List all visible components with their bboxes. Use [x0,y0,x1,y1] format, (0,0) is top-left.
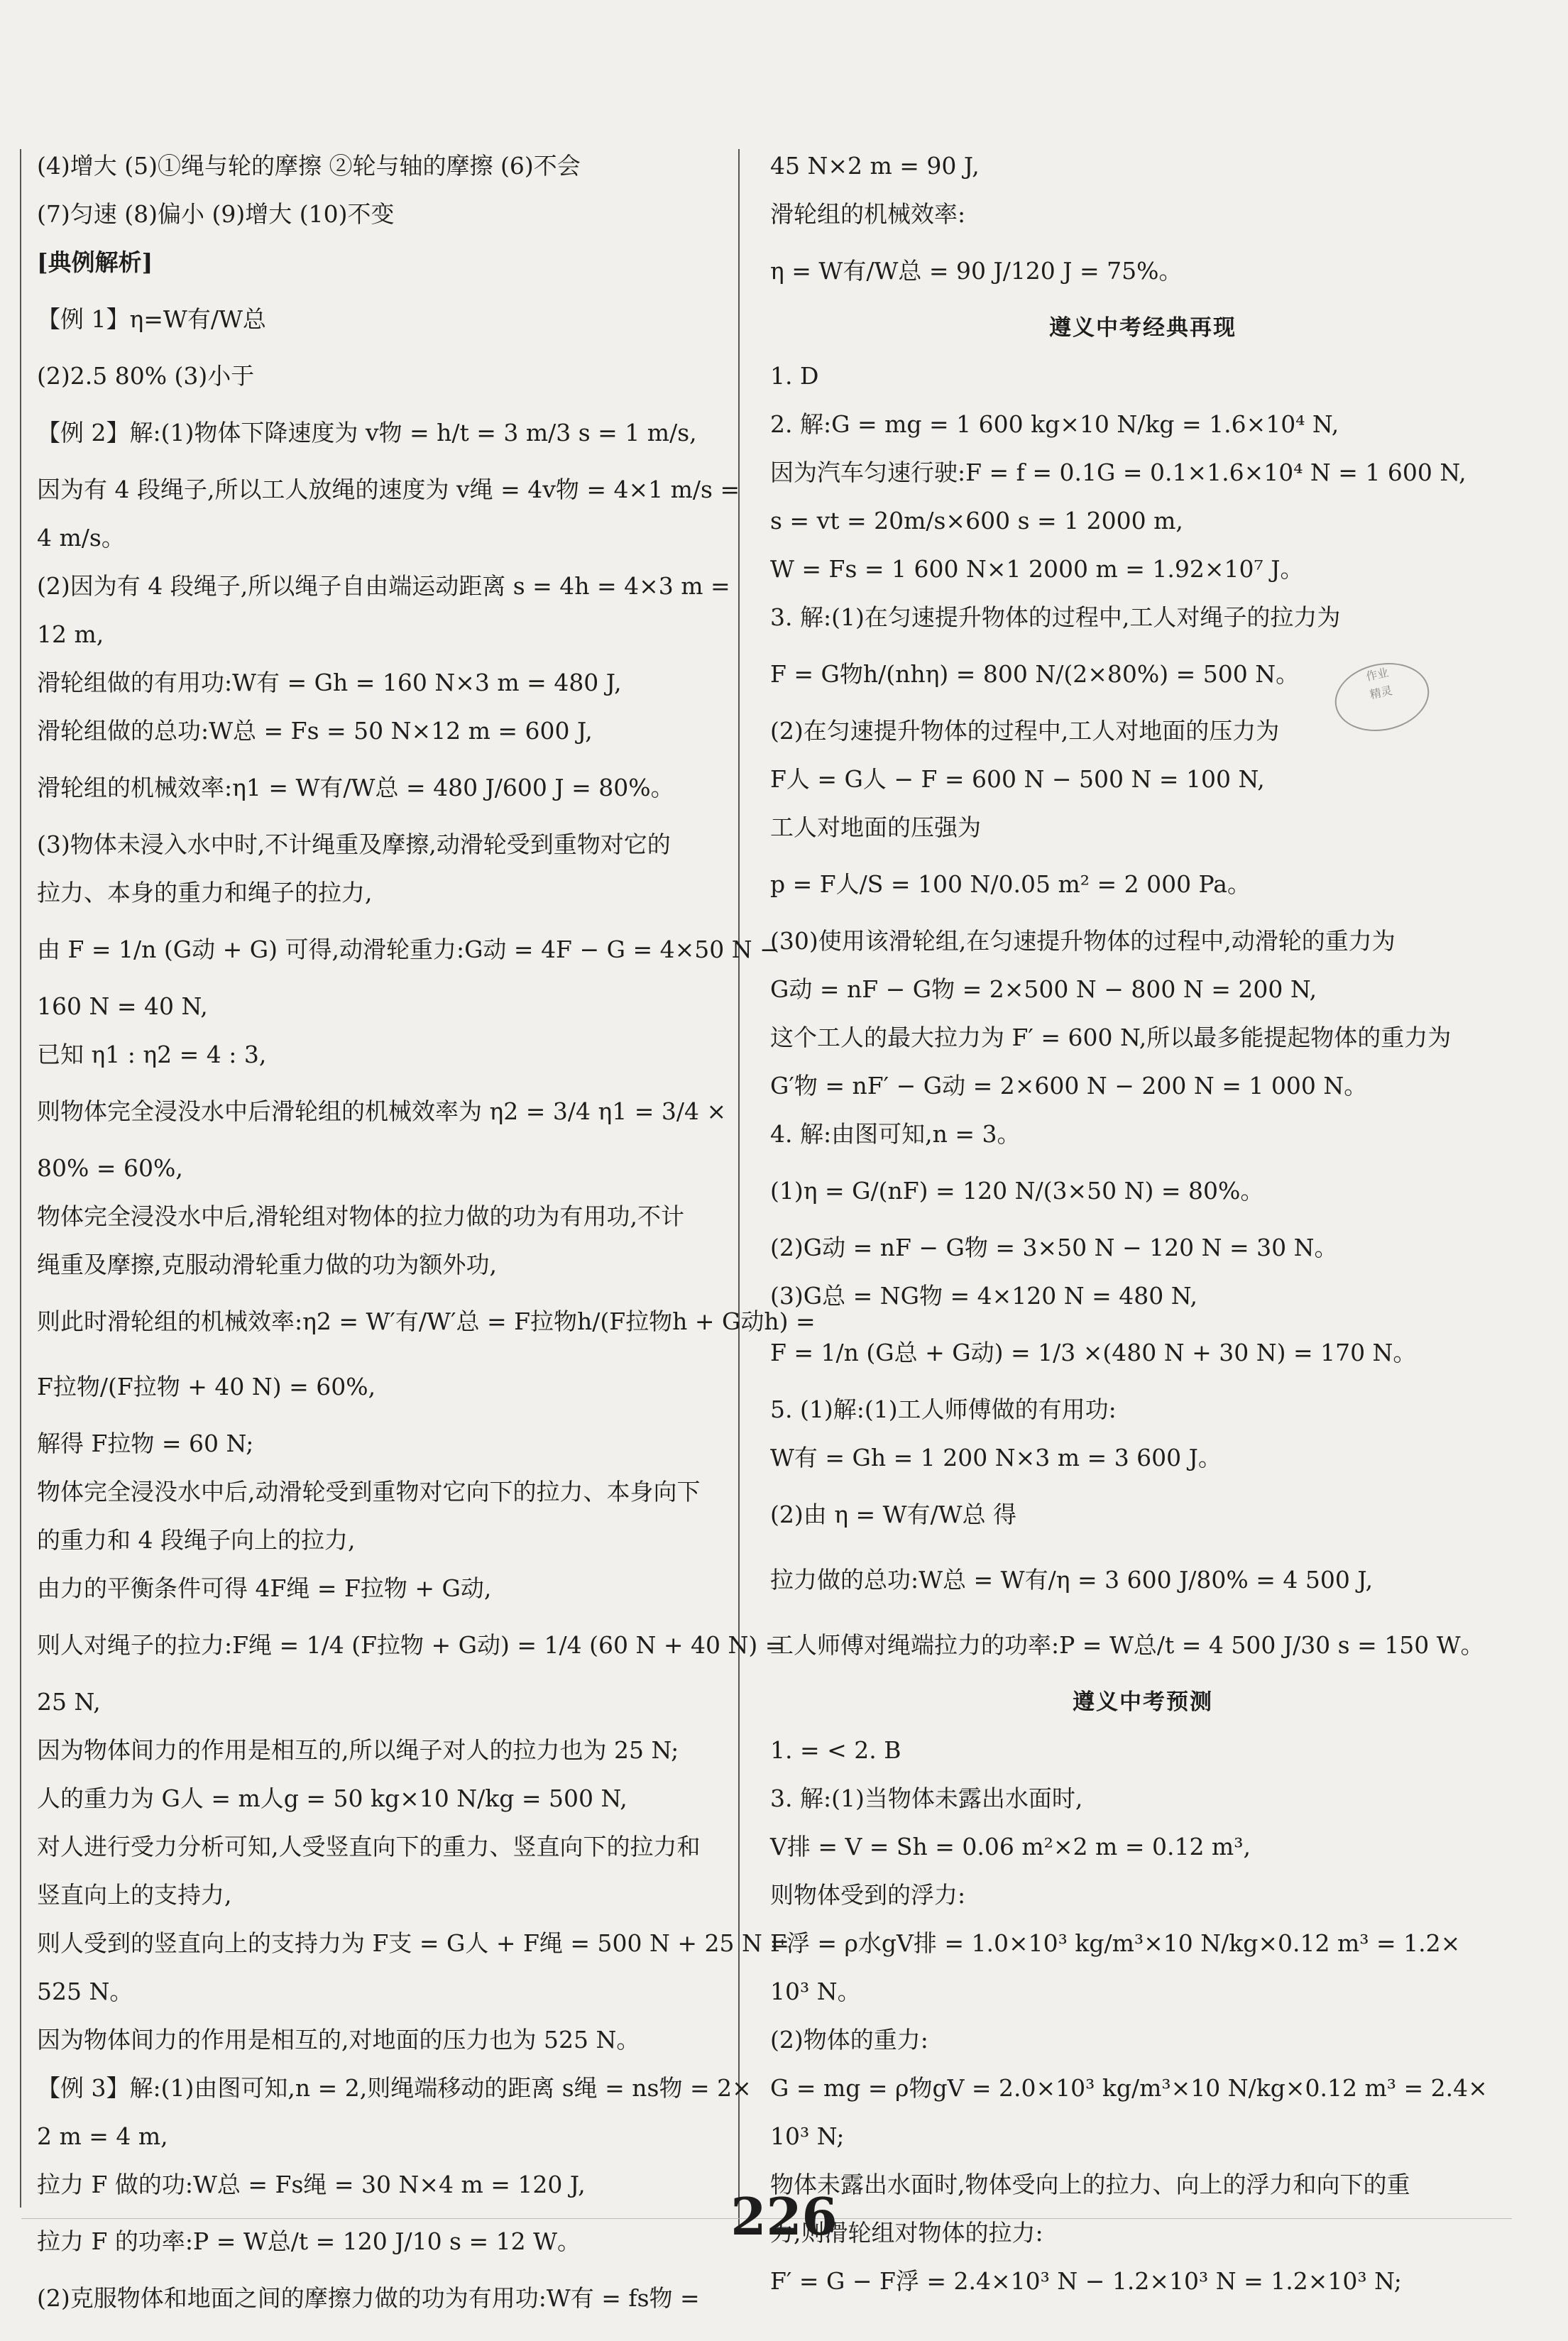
text-line: 人的重力为 G人 = m人g = 50 kg×10 N/kg = 500 N, [37,1784,627,1812]
text-line: 25 N, [37,1688,101,1716]
text-line: F拉物/(F拉物 + 40 N) = 60%, [37,1373,376,1400]
text-line: 45 N×2 m = 90 J, [770,152,980,180]
text-line: 滑轮组的机械效率:η1 = W有/W总 = 480 J/600 J = 80%。 [37,774,674,801]
page-number: 226 [730,2186,838,2247]
text-line: 由力的平衡条件可得 4F绳 = F拉物 + G动, [37,1574,492,1602]
text-line: 物体完全浸没水中后,动滑轮受到重物对它向下的拉力、本身向下 [37,1478,701,1506]
text-line: (2)克服物体和地面之间的摩擦力做的功为有用功:W有 = fs物 = [37,2284,700,2312]
text-line: 绳重及摩擦,克服动滑轮重力做的功为额外功, [37,1251,497,1278]
text-line: 3. 解:(1)在匀速提升物体的过程中,工人对绳子的拉力为 [770,603,1341,631]
text-line: 对人进行受力分析可知,人受竖直向下的重力、竖直向下的拉力和 [37,1833,701,1860]
text-line: 80% = 60%, [37,1154,183,1182]
text-line: (2)物体的重力: [770,2026,928,2054]
text-line: 滑轮组做的总功:W总 = Fs = 50 N×12 m = 600 J, [37,717,593,745]
text-line: F = G物h/(nhη) = 800 N/(2×80%) = 500 N。 [770,660,1300,688]
text-line: 力,则滑轮组对物体的拉力: [770,2219,1043,2247]
text-line: 因为汽车匀速行驶:F = f = 0.1G = 0.1×1.6×10⁴ N = 1 600 N, [770,459,1466,486]
homework-stamp: 作业 精灵 [1329,654,1436,740]
text-line: 1. D [770,362,819,390]
text-line: 160 N = 40 N, [37,992,208,1020]
text-line: 拉力 F 做的功:W总 = Fs绳 = 30 N×4 m = 120 J, [37,2171,586,2198]
right-column [770,142,1515,2306]
text-line: 10³ N。 [770,1978,861,2005]
text-line: G动 = nF − G物 = 2×500 N − 800 N = 200 N, [770,975,1317,1003]
text-line: (1)η = G/(nF) = 120 N/(3×50 N) = 80%。 [770,1177,1264,1205]
text-line: (2)在匀速提升物体的过程中,工人对地面的压力为 [770,717,1280,745]
text-line: 因为物体间力的作用是相互的,所以绳子对人的拉力也为 25 N; [37,1736,679,1764]
text-line: 【例 3】解:(1)由图可知,n = 2,则绳端移动的距离 s绳 = ns物 = 2× [37,2074,752,2102]
text-line: 由 F = 1/n (G动 + G) 可得,动滑轮重力:G动 = 4F − G = 4×50 N − [37,936,779,963]
text-line: 则此时滑轮组的机械效率:η2 = W′有/W′总 = F拉物h/(F拉物h + G动h) = [37,1307,816,1335]
text-line: F = 1/n (G总 + G动) = 1/3 ×(480 N + 30 N) = 170 N。 [770,1339,1417,1366]
text-line: 则人受到的竖直向上的支持力为 F支 = G人 + F绳 = 500 N + 25 N = [37,1929,790,1957]
text-line: (7)匀速 (8)偏小 (9)增大 (10)不变 [37,200,395,228]
text-line: 则人对绳子的拉力:F绳 = 1/4 (F拉物 + G动) = 1/4 (60 N + 40 N) = [37,1631,785,1659]
section-heading: 遵义中考预测 [1073,1689,1213,1715]
text-line: 4 m/s。 [37,524,125,552]
text-line: (2)G动 = nF − G物 = 3×50 N − 120 N = 30 N。 [770,1234,1338,1261]
text-line: 工人对地面的压强为 [770,813,981,841]
text-line: 12 m, [37,620,104,648]
text-line: 拉力、本身的重力和绳子的拉力, [37,879,373,906]
text-line: V排 = V = Sh = 0.06 m²×2 m = 0.12 m³, [770,1833,1251,1860]
text-line: 10³ N; [770,2122,845,2150]
text-line: 525 N。 [37,1978,133,2005]
text-line: 滑轮组的机械效率: [770,200,966,228]
text-line: 这个工人的最大拉力为 F′ = 600 N,所以最多能提起物体的重力为 [770,1024,1452,1051]
text-line: (2)因为有 4 段绳子,所以绳子自由端运动距离 s = 4h = 4×3 m = [37,572,730,600]
text-line: (3)物体未浸入水中时,不计绳重及摩擦,动滑轮受到重物对它的 [37,830,671,858]
text-line: W = Fs = 1 600 N×1 2000 m = 1.92×10⁷ J。 [770,555,1304,583]
text-line: 拉力 F 的功率:P = W总/t = 120 J/10 s = 12 W。 [37,2227,581,2255]
text-line: 的重力和 4 段绳子向上的拉力, [37,1526,356,1554]
text-line: G′物 = nF′ − G动 = 2×600 N − 200 N = 1 000 N。 [770,1072,1368,1100]
text-line: 4. 解:由图可知,n = 3。 [770,1120,1021,1148]
text-line: 竖直向上的支持力, [37,1881,232,1909]
text-line: 解得 F拉物 = 60 N; [37,1430,254,1457]
text-line: 因为物体间力的作用是相互的,对地面的压力也为 525 N。 [37,2026,640,2054]
text-line: 5. (1)解:(1)工人师傅做的有用功: [770,1396,1117,1423]
text-line: 拉力做的总功:W总 = W有/η = 3 600 J/80% = 4 500 J, [770,1566,1374,1594]
text-line: G = mg = ρ物gV = 2.0×10³ kg/m³×10 N/kg×0.12 m³ = 2.4× [770,2074,1488,2102]
text-line: 【例 1】η=W有/W总 [37,305,266,333]
text-line: 2. 解:G = mg = 1 600 kg×10 N/kg = 1.6×10⁴ N, [770,410,1339,438]
text-line: F人 = G人 − F = 600 N − 500 N = 100 N, [770,765,1265,793]
text-line: s = vt = 20m/s×600 s = 1 2000 m, [770,507,1183,534]
left-margin-rule [20,149,21,2208]
text-line: (4)增大 (5)①绳与轮的摩擦 ②轮与轴的摩擦 (6)不会 [37,152,581,180]
text-line: F浮 = ρ水gV排 = 1.0×10³ kg/m³×10 N/kg×0.12 m³ = 1.2× [770,1929,1461,1957]
text-line: 则物体完全浸没水中后滑轮组的机械效率为 η2 = 3/4 η1 = 3/4 × [37,1097,727,1125]
text-line: 1. = < 2. B [770,1736,901,1764]
section-heading: 遵义中考经典再现 [1049,315,1237,341]
text-line: 则物体受到的浮力: [770,1881,966,1909]
text-line: p = F人/S = 100 N/0.05 m² = 2 000 Pa。 [770,870,1251,898]
text-line: 【例 2】解:(1)物体下降速度为 v物 = h/t = 3 m/3 s = 1 m/s, [37,419,697,446]
text-line: (2)由 η = W有/W总 得 [770,1501,1017,1528]
text-line: F′ = G − F浮 = 2.4×10³ N − 1.2×10³ N = 1.2×10³ N; [770,2267,1402,2295]
text-line: η = W有/W总 = 90 J/120 J = 75%。 [770,257,1183,285]
text-line: 滑轮组做的有用功:W有 = Gh = 160 N×3 m = 480 J, [37,669,622,696]
text-line: (2)2.5 80% (3)小于 [37,362,255,390]
text-line: 物体未露出水面时,物体受向上的拉力、向上的浮力和向下的重 [770,2171,1410,2198]
text-line: W有 = Gh = 1 200 N×3 m = 3 600 J。 [770,1444,1222,1471]
text-line: 因为有 4 段绳子,所以工人放绳的速度为 v绳 = 4v物 = 4×1 m/s = [37,476,740,503]
text-line: (30)使用该滑轮组,在匀速提升物体的过程中,动滑轮的重力为 [770,927,1396,955]
text-line: 3. 解:(1)当物体未露出水面时, [770,1784,1083,1812]
text-line: [典例解析] [37,248,153,276]
text-line: 2 m = 4 m, [37,2122,168,2150]
text-line: 已知 η1 : η2 = 4 : 3, [37,1041,267,1068]
text-line: 工人师傅对绳端拉力的功率:P = W总/t = 4 500 J/30 s = 150 W。 [770,1631,1484,1659]
text-line: 物体完全浸没水中后,滑轮组对物体的拉力做的功为有用功,不计 [37,1202,684,1230]
text-line: (3)G总 = NG物 = 4×120 N = 480 N, [770,1282,1197,1310]
